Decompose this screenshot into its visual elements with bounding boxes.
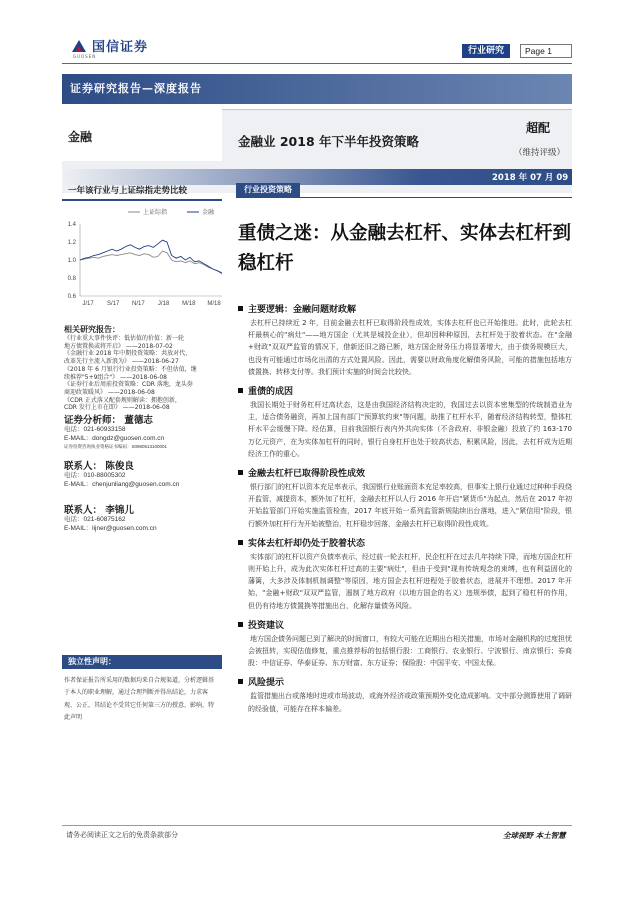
analyst-role: 证券分析师： [64,415,122,426]
analyst-name: 董德志 [124,415,153,426]
analyst-email[interactable]: E-MAIL：lijner@guosen.com.cn [64,524,157,532]
analyst-card [64,502,222,533]
y-tick-label: 0.8 [67,276,76,282]
footer-slogan: 全球视野 本土智慧 [503,831,566,840]
analyst-role: 联系人： [64,461,103,472]
company-logo [70,36,148,55]
analyst-info-line: 电话：010-88005302 [64,472,126,479]
analyst-card [64,412,222,452]
section-title [238,302,572,315]
related-list [64,335,222,412]
trend-chart [62,212,227,314]
section-3 [238,466,572,530]
report-title: 金融业 2018 年下半年投资策略 [238,134,419,149]
analyst-name-line [64,412,222,426]
section-2 [238,384,572,460]
analyst-info-line: 证券投资咨询执业资格证书编码：S0980513100001 [64,444,168,449]
related-item: 地方债置换或将开启》 ——2018-07-02 [64,342,173,350]
bullet-square-icon [238,470,243,475]
x-tick-label: M/18 [207,301,221,307]
x-tick-label: M/18 [182,301,196,307]
section-text: 去杠杆已持续近 2 年，目前金融去杠杆已取得阶段性成效，实体去杠杆也已开始推进。此时，此轮去杠杆最核心的"病灶"——地方国企（尤其是城投企业），但却因种种原因，去杠杆处于胶着状态。在"金融+财政"双双严监管的情况下，借新还旧之路已断，地方国企财务压力将显著增大，由于债务规模巨大，也没有可能通过市场化出清的方式处置风险。因此，需要以财政角度化解债务风险，可能的措施包括地方债置换、转移支付等。我们预计实施的时间会比较快。 [248,319,572,376]
analyst-info-line: 电话：021-60933158 [64,426,126,433]
analyst-name-line [64,502,222,516]
x-tick-label: N/17 [132,301,145,307]
related-title: 相关研究报告： [64,325,120,334]
chart-title: 一年该行业与上证综指走势比较 [62,183,222,201]
section-title-text: 重债的成因 [248,387,294,398]
analyst-role: 联系人： [64,505,103,516]
section-title [238,675,572,688]
y-tick-label: 1.2 [67,240,76,246]
footer-disclaimer: 请务必阅读正文之后的免责条款部分 [66,831,178,839]
y-tick-label: 0.6 [67,294,76,300]
bullet-square-icon [238,679,243,684]
logo-text: 国信证券 [92,40,149,55]
related-item: 《金融行业 2018 年中期投资策略：共放对代、 [64,350,192,358]
page-number: Page 1 [520,44,572,58]
section-title [238,466,572,479]
related-item: CDR 发行上市在即》 ——2018-06-08 [64,404,170,412]
section-4 [238,536,572,612]
related-item: 《CDR 正式落又配套规则解读：拥抱创新， [64,396,181,404]
section-title-text: 实体去杠杆却仍处于胶着状态 [248,538,366,549]
section-text: 地方国企债务问题已到了解决的时间窗口，有较大可能在近期出台相关措施，市场对金融机构的过度担忧会被扭转，实现估值修复，重点推荐标的包括银行股：工商银行、农业银行、宁波银行、南京银行；券商股：中信证券、华泰证券、东方财富、东方证券；保险股：中国平安、中国太保。 [248,634,572,668]
bullet-square-icon [238,388,243,393]
related-item: 《行业重大事件快评：低估值的价值：新一轮 [64,335,185,342]
bullet-square-icon [238,540,243,545]
section-title [238,384,572,397]
section-6 [238,675,572,714]
bullet-square-icon [238,622,243,627]
related-item: 《证券行业后周前投资策略：CDR 落地，龙头券 [64,381,193,389]
report-tag: 行业投资策略 [236,183,300,197]
independence-text: 作者保证报告所采用的数据均来自合规渠道，分析逻辑基于本人的职业理解，通过合理判断并得出结论，力求客观、公正，其结论不受其它任何第三方的授意、影响，特此声明 [64,677,215,722]
sector-label: 金融 [68,130,93,144]
x-tick-label: J/17 [82,301,94,307]
headline: 重债之迷：从金融去杠杆、实体去杠杆到稳杠杆 [238,223,572,274]
section-title-text: 主要逻辑：金融问题财政解 [248,305,357,315]
section-title-text: 金融去杠杆已取得阶段性成效 [248,469,366,480]
related-item: 商迎政策暖风》 ——2018-06-08 [64,388,155,396]
section-title [238,618,572,631]
section-1 [238,302,572,378]
header-divider [62,63,572,64]
rating: 超配 [526,121,551,135]
analyst-name: 李锦儿 [105,505,134,516]
analyst-email[interactable]: E-MAIL：chenjunliang@guosen.com.cn [64,480,180,488]
section-title-text: 投资建议 [248,620,285,631]
logo-sub: GUOSEN [73,54,97,59]
footer-divider [62,825,572,826]
x-tick-label: S/17 [107,301,120,307]
independence-title: 独立性声明： [62,655,222,669]
section-title-text: 风险提示 [248,678,285,689]
analyst-contact [64,426,222,452]
legend-label-finance: 金融 [202,209,215,216]
analyst-contact [64,472,222,489]
header-tab: 行业研究 [462,44,510,58]
rating-sub: （维持评级） [514,148,566,158]
section-text: 我国长期处于财务杠杆过高状态，这是由我国经济结构决定的，我国过去以资本密集型的传统制造业为主，适合债务融资，再加上国有部门"预算软约束"等问题，助推了杠杆水平，随着经济结构转型，整体杠杆水平会缓慢下降。经估算，目前我国银行表内外共向实体（不含政府、非银金融）投放了约 163-170 万亿元资产，在为实体加杠杆的同时，银行自身杠杆也处于较高状态，积累风险，因此，去杠杆成为近期经济工作的重心。 [248,401,572,458]
analyst-info-line: 电话：021-60875162 [64,516,126,523]
section-text: 银行部门的杠杆以资本充足率表示，我国银行业账面资本充足率较高，但事实上银行业通过过种种手段绕开监管，减提资本，额外加了杠杆，金融去杠杆以人行 2016 年开启"紧货币"为起点，然后在 2017 年初开始监管部门开始实施监管检查，2017 年底开始一系列监管新规陆续出台落地，进入"紧信用"阶段，银行额外加杠杆行为开始被整治，杠杆稳步回落，金融去杠杆已取得阶段性成效。 [248,483,572,528]
related-item: 《2018 年 6 月银行行业投资策略：不但估值，继 [64,365,197,373]
related-item: 续推荐"5+9组合"》 ——2018-06-08 [64,373,167,381]
analyst-email[interactable]: E-MAIL：dongdz@guosen.com.cn [64,434,165,442]
report-date: 2018 年 07 月 09 日 [492,173,580,183]
analyst-name: 陈俊良 [105,461,134,472]
analyst-card [64,458,222,489]
section-text: 实体部门的杠杆以资产负债率表示，经过前一轮去杠杆，民企杠杆在过去几年持续下降，而地方国企杠杆则开始上升，成为此次实体杠杆过高的主要"病灶"，但由于受到"现有传统观念的束缚，也有利益固化的藩篱，大多涉及体制机制调整"等原因，地方国企去杠杆进程处于胶着状态，进展并不理想。2017 年开始，"金融+财政"双双严监管，遏制了地方政府（以地方国企的名义）违规举债，起到了稳杠杆的作用，但仍有待地方债置换等措施出台，化解存量债务风险。 [248,552,572,610]
related-item: 改革先行主流入新浪为》 ——2018-06-27 [64,358,179,366]
legend-label-index: 上证综指 [143,209,168,216]
y-tick-label: 1.4 [67,222,76,228]
section-title [238,536,572,549]
section-5 [238,618,572,670]
main-sections [238,302,572,721]
tag-divider [236,197,572,198]
y-tick-label: 1.0 [67,258,76,264]
report-type-band: 证券研究报告—深度报告 [62,74,572,104]
analyst-name-line [64,458,222,472]
x-tick-label: J/18 [157,301,170,307]
related-reports [64,324,222,412]
bullet-square-icon [238,306,243,311]
analyst-contact [64,516,222,533]
section-text: 监管措施出台或落地时进或市场波动，或海外经济或政策预期外变化造成影响。文中部分测算使用了调研的经验值，可能存在样本偏差。 [248,692,572,713]
guosen-logo-icon [70,38,88,54]
